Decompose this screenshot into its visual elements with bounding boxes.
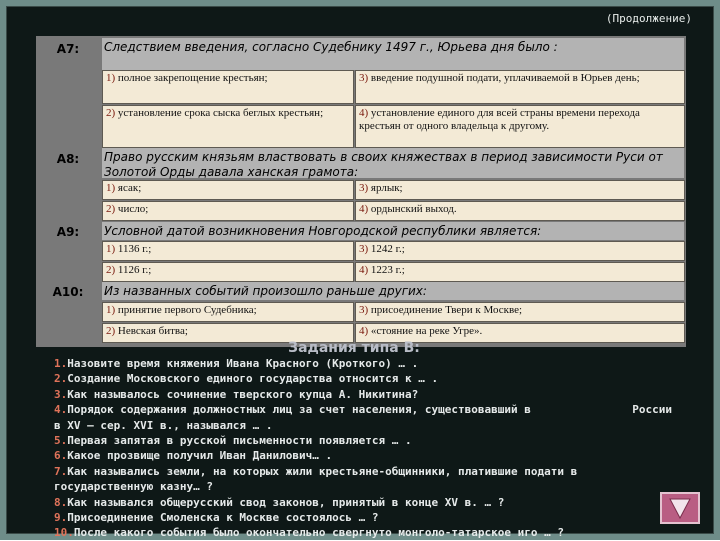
answer-option[interactable] — [355, 262, 685, 282]
answer-option[interactable] — [102, 241, 354, 261]
task-item — [54, 402, 672, 417]
option-text: принятие первого Судебника; — [117, 304, 257, 316]
answer-option[interactable] — [102, 302, 354, 322]
option-number: 1) — [106, 304, 116, 316]
answer-option[interactable] — [355, 201, 685, 221]
option-text: установление единого для всей страны времени перехода крестьян от одного владельца к другому. — [359, 107, 640, 132]
task-item — [54, 356, 672, 371]
answer-option[interactable] — [355, 70, 685, 104]
answer-option[interactable] — [355, 302, 685, 322]
task-item — [54, 387, 672, 402]
answer-option[interactable] — [102, 70, 354, 104]
question-text: Из названных событий произошло раньше других: — [104, 284, 427, 298]
next-slide-button[interactable] — [660, 492, 700, 524]
task-text: Как назывались земли, на которых жили крестьяне-общинники, платившие подати в — [67, 464, 578, 478]
task-number: 9. — [54, 511, 68, 525]
option-number: 1) — [106, 182, 116, 194]
option-number: 3) — [359, 243, 369, 255]
question-text: Право русским князьям властвовать в своих княжествах в период зависимости Руси от Золотой Орды давала ханская грамота: — [104, 150, 663, 179]
task-item — [54, 433, 672, 448]
task-number: 1. — [54, 357, 68, 370]
option-number: 2) — [106, 264, 116, 276]
question-number: А7: — [56, 42, 80, 56]
answer-option[interactable] — [355, 241, 685, 261]
task-number: 3. — [54, 387, 68, 401]
option-number: 2) — [106, 325, 116, 337]
option-text: ордынский выход. — [370, 203, 457, 215]
triangle-down-icon — [662, 494, 698, 522]
question-text: Условной датой возникновения Новгородской республики является: — [104, 224, 542, 238]
continuation-label: (Продолжение) — [605, 12, 692, 25]
option-text: число; — [117, 203, 149, 215]
option-number: 4) — [359, 203, 369, 215]
answer-option[interactable] — [102, 180, 354, 200]
option-number: 4) — [359, 325, 369, 337]
question-number: А8: — [56, 152, 80, 166]
task-text: Как назывался общерусский свод законов, принятый в конце XV в. … ? — [67, 495, 505, 509]
task-number: 8. — [54, 495, 68, 509]
task-text: Порядок содержания должностных лиц за счет населения, существовавший в — [67, 403, 531, 417]
option-number: 1) — [106, 243, 116, 255]
task-item — [54, 495, 672, 510]
question-number: А9: — [56, 225, 80, 239]
answer-option[interactable] — [102, 262, 354, 282]
task-number: 6. — [54, 449, 68, 463]
task-item — [54, 464, 672, 479]
task-item — [54, 448, 672, 463]
option-text: ярлык; — [370, 182, 403, 194]
option-text: Невская битва; — [117, 325, 188, 337]
option-number: 4) — [359, 107, 369, 119]
task-text: Первая запятая в русской письменности появляется … . — [67, 434, 412, 448]
option-text: установление срока сыска беглых крестьян; — [117, 107, 324, 119]
task-continuation: государственную казну… ? — [54, 480, 213, 494]
task-text: Создание Московского единого государства относится к … . — [67, 372, 439, 386]
task-text: Присоединение Смоленска к Москве состоялось … ? — [67, 511, 379, 525]
task-number: 2. — [54, 372, 68, 386]
answer-option[interactable] — [102, 201, 354, 221]
answer-option[interactable] — [355, 180, 685, 200]
task-text: Какое прозвище получил Иван Данилович… . — [67, 449, 333, 463]
option-number: 3) — [359, 304, 369, 316]
question-text: Следствием введения, согласно Судебнику 1497 г., Юрьева дня было : — [104, 40, 558, 54]
option-text: 1223 г.; — [370, 264, 405, 276]
tasks-list — [54, 356, 672, 541]
answer-option[interactable] — [102, 105, 354, 148]
task-item — [54, 525, 672, 540]
task-item — [54, 371, 672, 386]
task-text: После какого события было окончательно свергнуто монголо-татарское иго … ? — [73, 526, 564, 540]
question-number: А10: — [52, 285, 84, 299]
task-item — [54, 510, 672, 525]
option-number: 4) — [359, 264, 369, 276]
option-number: 3) — [359, 72, 369, 84]
option-text: 1242 г.; — [370, 243, 405, 255]
task-text: Как называлось сочинение тверского купца А. Никитина? — [67, 387, 419, 401]
task-continuation: в XV – сер. XVI в., назывался … . — [54, 418, 273, 432]
option-number: 2) — [106, 203, 116, 215]
task-number: 7. — [54, 464, 68, 478]
option-text: «стояние на реке Угре». — [370, 325, 483, 337]
option-text: 1136 г.; — [117, 243, 152, 255]
option-text: полное закрепощение крестьян; — [117, 72, 268, 84]
option-text: присоединение Твери к Москве; — [370, 304, 523, 316]
option-text: 1126 г.; — [117, 264, 152, 276]
task-text-end: России — [632, 403, 672, 417]
option-text: ясак; — [117, 182, 142, 194]
task-number: 4. — [54, 403, 68, 417]
task-text: Назовите время княжения Ивана Красного (Кроткого) … . — [67, 357, 419, 370]
option-number: 3) — [359, 182, 369, 194]
task-number: 10. — [54, 526, 74, 540]
option-number: 1) — [106, 72, 116, 84]
option-text: введение подушной подати, уплачиваемой в Юрьев день; — [370, 72, 640, 84]
option-number: 2) — [106, 107, 116, 119]
task-number: 5. — [54, 434, 68, 448]
answer-option[interactable] — [355, 105, 685, 148]
tasks-title: Задания типа В: — [288, 340, 420, 356]
